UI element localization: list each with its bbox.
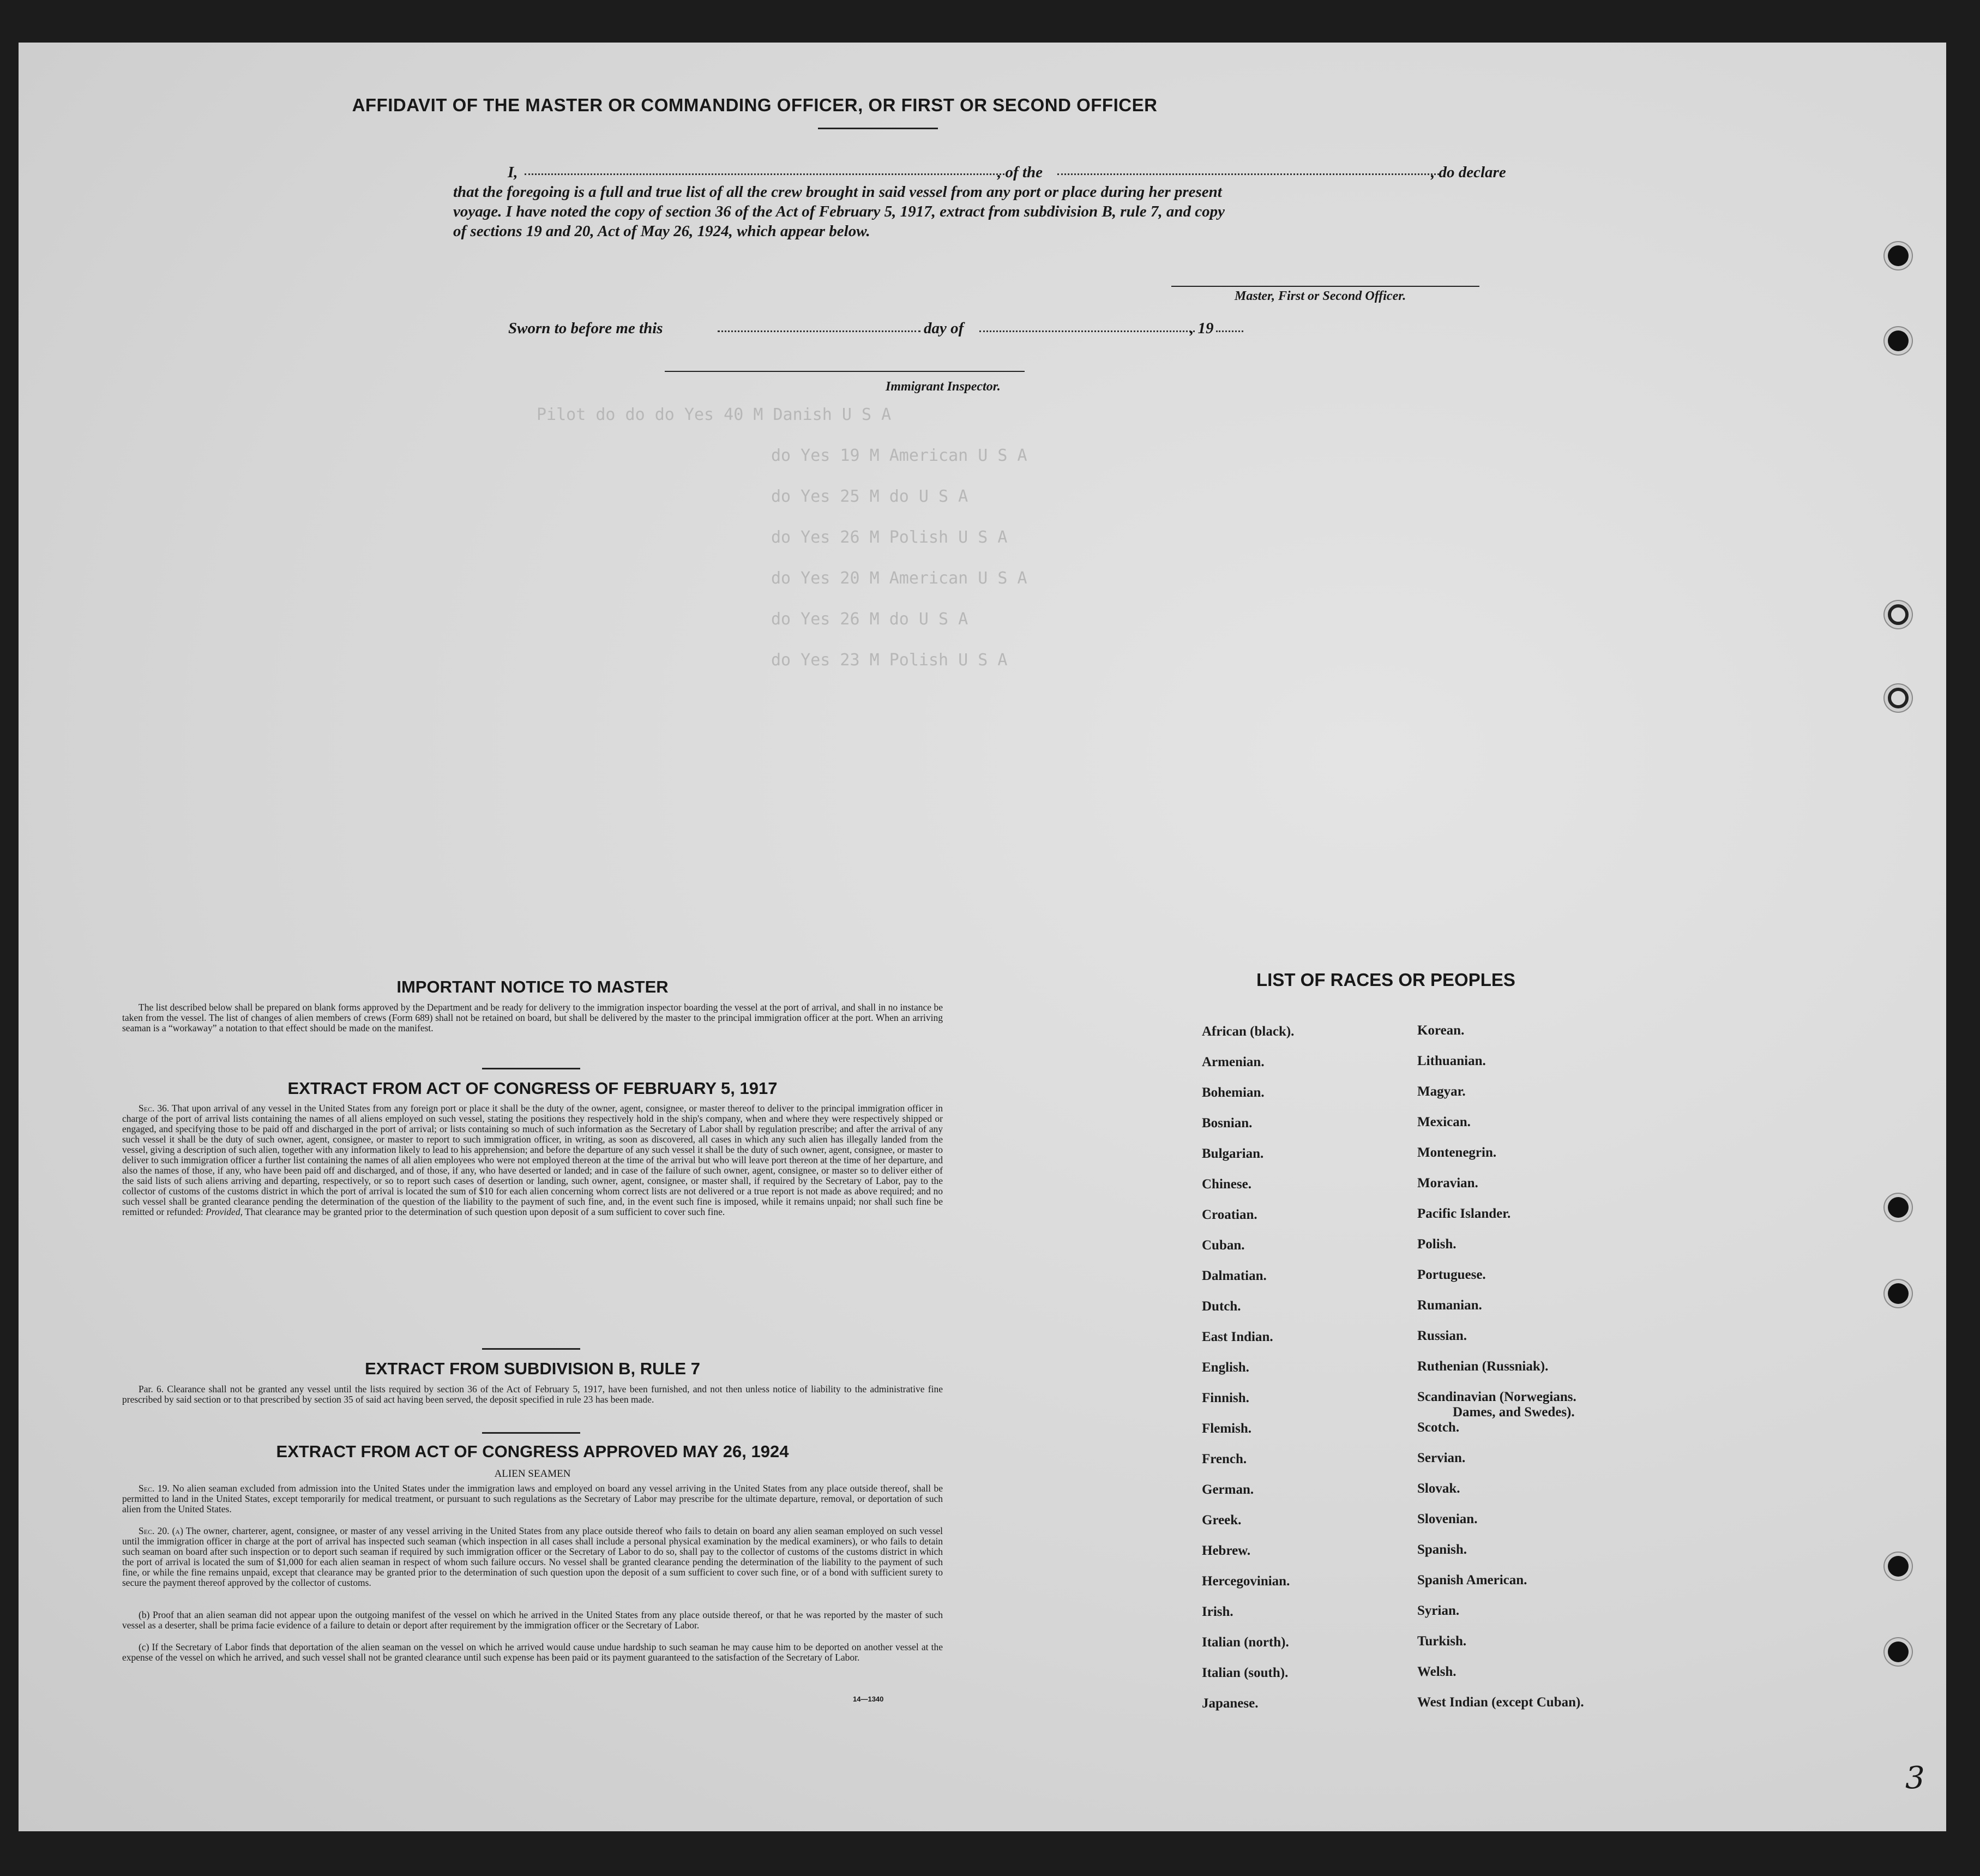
race-item: Rumanian. <box>1417 1298 1482 1313</box>
punch-hole <box>1888 1641 1909 1662</box>
affidavit-i-label: I, <box>508 164 518 181</box>
race-item: Cuban. <box>1202 1238 1245 1253</box>
race-item: Turkish. <box>1417 1634 1467 1649</box>
affidavit-of-the-label: , of the <box>997 164 1043 181</box>
name-blank[interactable] <box>525 173 1004 175</box>
section-divider <box>482 1068 580 1069</box>
race-item: Servian. <box>1417 1451 1466 1465</box>
affidavit-title: AFFIDAVIT OF THE MASTER OR COMMANDING OFFICER, OR FIRST OR SECOND OFFICER <box>352 95 1158 115</box>
sec-20b-body: Proof that an alien seaman did not appear upon the outgoing manifest of the vessel on which he arrived in the United States from any place outside thereof, or that he was reported by the master of such vessel as a deserter, shall be prima facie evidence of a failure to detain or deport after requirement by the immigration officer or the Secretary of Labor. <box>122 1609 943 1631</box>
section-divider <box>482 1348 580 1350</box>
extract-1917-title: EXTRACT FROM ACT OF CONGRESS OF FEBRUARY 5, 1917 <box>287 1079 778 1098</box>
sec-19-label: Sec. 19. <box>139 1483 170 1494</box>
race-item: Chinese. <box>1202 1177 1251 1192</box>
master-signature-line[interactable] <box>1171 286 1479 287</box>
race-item: Mexican. <box>1417 1115 1471 1129</box>
race-item: Italian (north). <box>1202 1635 1289 1650</box>
race-item: Slovenian. <box>1417 1512 1478 1526</box>
punch-hole <box>1888 604 1909 625</box>
race-item: Slovak. <box>1417 1481 1460 1496</box>
sworn-day-blank[interactable] <box>718 330 920 332</box>
races-title: LIST OF RACES OR PEOPLES <box>1256 970 1515 990</box>
sec-20b-text <box>122 1610 943 1631</box>
race-item: Finnish. <box>1202 1391 1249 1405</box>
title-divider <box>818 128 938 129</box>
race-item: West Indian (except Cuban). <box>1417 1695 1584 1710</box>
race-item: Italian (south). <box>1202 1665 1289 1680</box>
sec-20b-label: (b) <box>139 1609 150 1620</box>
race-item: Welsh. <box>1417 1664 1457 1679</box>
alien-seamen-subtitle: ALIEN SEAMEN <box>494 1468 571 1480</box>
race-item: Spanish. <box>1417 1542 1467 1557</box>
sec-20c-label: (c) <box>139 1641 149 1652</box>
race-item: Armenian. <box>1202 1055 1265 1069</box>
race-item: Portuguese. <box>1417 1267 1486 1282</box>
race-item: French. <box>1202 1452 1247 1466</box>
race-item: African (black). <box>1202 1024 1295 1039</box>
race-item: Hercegovinian. <box>1202 1574 1290 1589</box>
race-item: Magyar. <box>1417 1084 1466 1099</box>
sec-20a-text <box>122 1526 943 1588</box>
day-of-label: day of <box>924 320 964 337</box>
race-item: Montenegrin. <box>1417 1145 1497 1160</box>
affidavit-declare-label: , do declare <box>1431 164 1506 181</box>
sec-19-text <box>122 1483 943 1514</box>
affidavit-line-2: that the foregoing is a full and true list of all the crew brought in said vessel from any port or place during her present <box>453 183 1222 201</box>
race-item: Spanish American. <box>1417 1573 1527 1588</box>
race-item: German. <box>1202 1482 1254 1497</box>
race-item: Moravian. <box>1417 1176 1478 1190</box>
race-item: Bulgarian. <box>1202 1146 1264 1161</box>
race-item: Croatian. <box>1202 1207 1257 1222</box>
vessel-blank[interactable] <box>1057 173 1439 175</box>
year-label: , 19 <box>1190 320 1214 337</box>
sec-20a-label: Sec. 20. (a) <box>139 1525 183 1536</box>
race-item: Dames, and Swedes). <box>1453 1405 1575 1420</box>
sec-20c-body: If the Secretary of Labor finds that deportation of the alien seaman on the vessel on which he arrived would cause undue hardship to such seaman he may cause him to be deported on another vessel at the expense of the vessel on which he arrived, and such vessel shall not be granted clearance until such expense has been paid or its payment guaranteed to the satisfaction of the Secretary of Labor. <box>122 1641 943 1663</box>
race-item: Flemish. <box>1202 1421 1251 1436</box>
inspector-signature-line[interactable] <box>665 371 1025 372</box>
race-item: English. <box>1202 1360 1249 1375</box>
race-item: Ruthenian (Russniak). <box>1417 1359 1549 1374</box>
race-item: Dalmatian. <box>1202 1268 1267 1283</box>
race-item: Bosnian. <box>1202 1116 1253 1131</box>
punch-hole <box>1888 1197 1909 1218</box>
race-item: East Indian. <box>1202 1330 1273 1344</box>
sworn-year-blank[interactable] <box>1216 330 1243 332</box>
notice-title: IMPORTANT NOTICE TO MASTER <box>396 977 669 996</box>
section-divider <box>482 1432 580 1434</box>
notice-text: The list described below shall be prepared on blank forms approved by the Department and be ready for delivery to the immigration inspector boarding the vessel at the port of arrival, and shall in no instance be taken from the vessel. The list of changes of alien members of crews (Form 689) shall not be retained on board, but shall be delivered by the master to the principal immigration officer at the port. When an arriving seaman is a “workaway” a notation to that effect should be made on the manifest. <box>122 1002 943 1033</box>
affidavit-line-3: voyage. I have noted the copy of section 36 of the Act of February 5, 1917, extract from subdivision B, rule 7, and copy <box>453 203 1225 220</box>
document-sheet: Pilot do do do Yes 40 M Danish U S A do Yes 19 M American U S A do Yes 25 M do U S A do Yes 26 M Polish U S A do Yes 20 M American U S A do Yes 26 M do U S A do Yes 23 M Polish U S A AFFIDAVIT OF THE MASTER OR COMMANDING OFFICER, OR FIRST OR SECOND OFFICER I, , of the , do declare that the foregoing is a full and true list of all the crew brought in said vessel from any port or place during her present voyage. I have noted the copy of section 36 of the Act of February 5, 1917, extract from subdivision B, rule 7, and copy of sections 19 and 20, Act of May 26, 1924, which appear below. Master, First or Second Officer. Sworn to before me this day of , 19 Immigrant Inspector. IMPORTANT NOTICE TO MASTER The list described below shall be prepared on blank forms approved by the Department and be ready for delivery to the immigration inspector boarding the vessel at the port of arrival, and shall in no instance be taken from the vessel. The list of changes of alien members of crews (Form 689) shall not be retained on board, but shall be delivered by the master to the principal immigration officer at the port. When an arriving seaman is a “workaway” a notation to that effect should be made on the manifest. EXTRACT FROM ACT OF CONGRESS OF FEBRUARY 5, 1917 Sec. 36. That upon arrival of any vessel in the United States from any foreign port or place it shall be the duty of the owner, agent, consignee, or master thereof to deliver to the principal immigration officer in charge of the port of arrival lists containing the names of all aliens employed on such vessel, stating the positions they respectively hold in the ship's company, when and where they were respectively shipped or engaged, and specifying those to be paid off and discharged in the port of arrival; or lists containing so much of such information as the Secretary of Labor shall by regulation prescribe; and after the arrival of any such vessel it shall be the duty of such owner, agent, consignee, or master to report to such immigration officer, in writing, as soon as discovered, all cases in which any such alien has illegally landed from the vessel, giving a description of such alien, together with any information likely to lead to his apprehension; and before the departure of any such vessel it shall be the duty of such owner, agent, consignee, or master to deliver to such immigration officer a further list containing the names of all alien employees who were not employed thereon at the time of the arrival but who will leave port thereon at the time of her departure, and also the names of those, if any, who have been paid off and discharged, and of those, if any, who have deserted or landed; and in case of the failure of such owner, agent, consignee, or master so to deliver either of the said lists of such aliens arriving and departing, respectively, or so to report such cases of desertion or landing, such owner, agent, consignee, or master shall, if required by the Secretary of Labor, pay to the collector of customs of the customs district in which the port of arrival is located the sum of $10 for each alien concerning whom correct lists are not delivered or a true report is not made as above required; and no such vessel shall be granted clearance pending the determination of the question of the liability to the payment of such fine, and, in the event such fine is imposed, while it remains unpaid; nor shall such fine be remitted or refunded: Provided, That clearance may be granted prior to the determination of such question upon deposit of a sum sufficient to cover such fine. EXTRACT FROM SUBDIVISION B, RULE 7 Par. 6. Clearance shall not be granted any vessel until the lists required by section 36 of the Act of February 5, 1917, have been furnished, and not then unless notice of liability to the administrative fine prescribed by said section or to that prescribed by section 35 of said act having been served, the deposit specified in rule 23 has been made. EXTRACT FROM ACT OF CONGRESS APPROVED MAY 26, 1924 ALIEN SEAMEN Sec. 19. No alien seaman excluded from admission into the United States under the immigration laws and employed on board any vessel arriving in the United States from any place outside thereof, shall be permitted to land in the United States, except temporarily for medical treatment, or pursuant to such regulations as the Secretary of Labor may prescribe for the ultimate departure, removal, or deportation of such alien from the United States. Sec. 20. (a) The owner, charterer, agent, consignee, or master of any vessel arriving in the United States from any place outside thereof who fails to detain on board any alien seaman employed on such vessel until the immigration officer in charge at the port of arrival has inspected such seaman (which inspection in all cases shall include a personal physical examination by the medical examiners), or who fails to detain such seaman on board after such inspection or to deport such seaman if required by such immigration officer or the Secretary of Labor to do so, shall pay to the collector of customs of the customs district in which the port of arrival is located the sum of $1,000 for each alien seaman in respect of whom such failure occurs. No vessel shall be granted clearance pending the determination of the liability to the payment of such fine, or while the fine remains unpaid, except that clearance may be granted prior to the determination of such question upon the deposit of a sum sufficient to cover such fine, or of a bond with sufficient surety to secure the payment thereof approved by the collector of customs. (b) Proof that an alien seaman did not appear upon the outgoing manifest of the vessel on which he arrived in the United States from any place outside thereof, or that he was reported by the master of such vessel as a deserter, shall be prima facie evidence of a failure to detain or deport after requirement by the immigration officer or the Secretary of Labor. (c) If the Secretary of Labor finds that deportation of the alien seaman on the vessel on which he arrived would cause undue hardship to such seaman he may cause him to be deported on another vessel at the expense of the vessel on which he arrived, and such vessel shall not be granted clearance until such expense has been paid or its payment guaranteed to the satisfaction of the Secretary of Labor. 14—1340 LIST OF RACES OR PEOPLES African (black). Armenian. Bohemian. Bosnian. Bulgarian. Chinese. Croatian. Cuban. Dalmatian. Dutch. East Indian. English. Finnish. Flemish. French. German. Greek. Hebrew. Hercegovinian. Irish. Italian (north). Italian (south). Japanese. Korean. Lithuanian. Magyar. Mexican. Montenegrin. Moravian. Pacific Islander. Polish. Portuguese. Rumanian. Russian. Ruthenian (Russniak). Scandinavian (Norwegians. Dames, and Swedes). Scotch. Servian. Slovak. Slovenian. Spanish. Spanish American. Syrian. Turkish. Welsh. West Indian (except Cuban). 3 <box>19 43 1946 1831</box>
punch-hole <box>1888 1556 1909 1577</box>
sec-36-tail: That clearance may be granted prior to the determination of such question upon deposit of a sum sufficient to cover such fine. <box>245 1206 725 1217</box>
extract-rule7-title: EXTRACT FROM SUBDIVISION B, RULE 7 <box>365 1359 700 1378</box>
race-item: Pacific Islander. <box>1417 1206 1511 1221</box>
extract-1924-title: EXTRACT FROM ACT OF CONGRESS APPROVED MAY 26, 1924 <box>276 1442 789 1461</box>
race-item: Hebrew. <box>1202 1543 1251 1558</box>
sec-36-label: Sec. 36. <box>139 1103 170 1114</box>
race-item: Scandinavian (Norwegians. <box>1417 1390 1576 1404</box>
race-item: Lithuanian. <box>1417 1054 1486 1068</box>
form-code: 14—1340 <box>853 1695 884 1703</box>
race-item: Greek. <box>1202 1513 1242 1528</box>
race-item: Irish. <box>1202 1604 1233 1619</box>
sec-20c-text <box>122 1642 943 1663</box>
sec-20a-body: The owner, charterer, agent, consignee, or master of any vessel arriving in the United States from any place outside thereof who fails to detain on board any alien seaman employed on such vessel until the immigration officer in charge at the port of arrival has inspected such seaman (which inspection in all cases shall include a personal physical examination by the medical examiners), or who fails to detain such seaman on board after such inspection or to deport such seaman if required by such immigration officer or the Secretary of Labor to do so, shall pay to the collector of customs of the customs district in which the port of arrival is located the sum of $1,000 for each alien seaman in respect of whom such failure occurs. No vessel shall be granted clearance pending the determination of the liability to the payment of such fine, or while the fine remains unpaid, except that clearance may be granted prior to the determination of such question upon the deposit of a sum sufficient to cover such fine, or of a bond with sufficient surety to secure the payment thereof approved by the collector of customs. <box>122 1525 943 1588</box>
provided-label: Provided, <box>206 1206 243 1217</box>
punch-hole <box>1888 1283 1909 1304</box>
sec-19-body: No alien seaman excluded from admission into the United States under the immigration laws and employed on board any vessel arriving in the United States from any place outside thereof, shall be permitted to land in the United States, except temporarily for medical treatment, or pursuant to such regulations as the Secretary of Labor may prescribe for the ultimate departure, removal, or deportation of such alien from the United States. <box>122 1483 943 1514</box>
extract-rule7-text: Par. 6. Clearance shall not be granted any vessel until the lists required by section 36 of the Act of February 5, 1917, have been furnished, and not then unless notice of liability to the administrative fine prescribed by said section or to that prescribed by section 35 of said act having been served, the deposit specified in rule 23 has been made. <box>122 1384 943 1405</box>
sworn-month-blank[interactable] <box>979 330 1195 332</box>
punch-hole <box>1888 688 1909 708</box>
race-item: Russian. <box>1417 1328 1467 1343</box>
affidavit-line-4: of sections 19 and 20, Act of May 26, 1924, which appear below. <box>453 223 870 240</box>
race-item: Japanese. <box>1202 1696 1259 1711</box>
race-item: Polish. <box>1417 1237 1457 1252</box>
inspector-label: Immigrant Inspector. <box>886 380 1001 394</box>
punch-hole <box>1888 245 1909 266</box>
page-number: 3 <box>1905 1760 1925 1796</box>
punch-hole <box>1888 330 1909 351</box>
race-item: Syrian. <box>1417 1603 1460 1618</box>
extract-1917-text <box>122 1103 943 1217</box>
race-item: Korean. <box>1417 1023 1465 1038</box>
sworn-label: Sworn to before me this <box>508 320 663 337</box>
race-item: Bohemian. <box>1202 1085 1265 1100</box>
sec-36-body: That upon arrival of any vessel in the United States from any foreign port or place it shall be the duty of the owner, agent, consignee, or master thereof to deliver to the principal immigration officer in charge of the port of arrival lists containing the names of all aliens employed on such vessel, stating the positions they respectively hold in the ship's company, when and where they were respectively shipped or engaged, and specifying those to be paid off and discharged in the port of arrival; or lists containing so much of such information as the Secretary of Labor shall by regulation prescribe; and after the arrival of any such vessel it shall be the duty of such owner, agent, consignee, or master to report to such immigration officer, in writing, as soon as discovered, all cases in which any such alien has illegally landed from the vessel, giving a description of such alien, together with any information likely to lead to his apprehension; and before the departure of any such vessel it shall be the duty of such owner, agent, consignee, or master to deliver to such immigration officer a further list containing the names of all alien employees who were not employed thereon at the time of the arrival but who will leave port thereon at the time of her departure, and also the names of those, if any, who have been paid off and discharged, and of those, if any, who have deserted or landed; and in case of the failure of such owner, agent, consignee, or master so to deliver either of the said lists of such aliens arriving and departing, respectively, or so to report such cases of desertion or landing, such owner, agent, consignee, or master shall, if required by the Secretary of Labor, pay to the collector of customs of the customs district in which the port of arrival is located the sum of $10 for each alien concerning whom correct lists are not delivered or a true report is not made as above required; and no such vessel shall be granted clearance pending the determination of the question of the liability to the payment of such fine, and, in the event such fine is imposed, while it remains unpaid; nor shall such fine be remitted or refunded: <box>122 1103 943 1217</box>
race-item: Dutch. <box>1202 1299 1241 1314</box>
master-signature-label: Master, First or Second Officer. <box>1235 289 1406 303</box>
race-item: Scotch. <box>1417 1420 1460 1435</box>
